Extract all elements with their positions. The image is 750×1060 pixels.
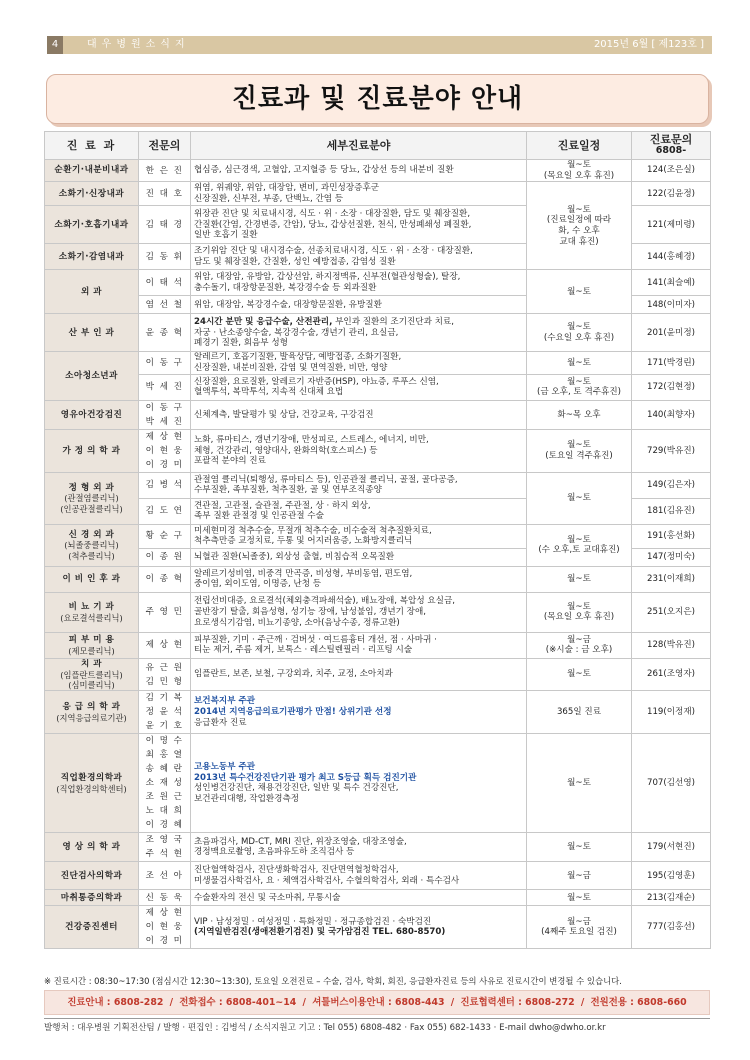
doctor-name: 염 선 철 (145, 299, 184, 310)
area-text (194, 272, 460, 293)
schedule-cell: 월~토 (진료일정에 따라 화, 수 오후 교대 휴진) (527, 182, 632, 270)
doctor-cell (139, 524, 191, 548)
contact-cell: 121(제미령) (632, 206, 711, 244)
dept-cell (45, 352, 139, 400)
schedule-cell: 월~토 (527, 890, 632, 906)
doctor-name: 이 경 혜 (145, 820, 184, 831)
dept-name: 외 과 (80, 286, 103, 297)
dept-cell (45, 400, 139, 429)
dept-subtitle: (관절염클리닉) (64, 493, 119, 504)
dept-cell (45, 862, 139, 890)
doctor-cell (139, 890, 191, 906)
area-desc: 위암, 대장암, 복강경수술, 대장항문질환, 유방질환 (194, 299, 382, 310)
table-row (45, 374, 711, 400)
contact-transfer: 전원전용 : 6808-660 (590, 997, 687, 1008)
doctor-cell (139, 548, 191, 566)
dept-name: 건강증진센터 (65, 922, 118, 933)
contact-cell: 141(최슬예) (632, 270, 711, 296)
hours-footnote: ※ 진료시간 : 08:30~17:30 (점심시간 12:30~13:30), 토요일 오전진료 – 수술, 검사, 학회, 회진, 응급환자진료 등의 사유로 진료시간이 변경될 수 있습니다. (44, 976, 622, 986)
area-cell (191, 906, 527, 949)
contact-cell: 122(김윤정) (632, 182, 711, 206)
table-header-row (45, 132, 711, 160)
area-desc: 위염, 위궤양, 위암, 대장암, 변비, 과민성장증후군 신장질환, 신부전, 부종, 단백뇨, 간염 등 (194, 183, 380, 204)
doctor-cell (139, 691, 191, 734)
dept-name: 피 부 미 용 (68, 634, 115, 645)
doctor-name: 한 은 진 (145, 165, 184, 176)
schedule-cell: 월~토 (토요일 격주휴진) (527, 429, 632, 472)
col-schedule: 진료일정 (527, 132, 632, 160)
area-cell (191, 270, 527, 296)
contact-cell: 171(박경린) (632, 352, 711, 374)
area-text (194, 410, 374, 420)
dept-cell (45, 524, 139, 566)
schedule-cell: 월~토 (527, 833, 632, 862)
area-desc: 위장관 진단 및 치료내시경, 식도 · 위 · 소장 · 대장질환, 담도 및 췌장질환, 간질환(간염, 간경변증, 간암), 당뇨, 갑상선질환, 천식, 만성폐쇄성 폐질환, 일반 호흡기 질환 (194, 208, 472, 241)
dept-cell (45, 592, 139, 632)
table-row (45, 691, 711, 734)
dept-name: 이 비 인 후 과 (62, 574, 121, 585)
doctor-cell (139, 498, 191, 524)
table-row (45, 833, 711, 862)
area-text (194, 317, 454, 348)
doctor-name: 조 원 근 (145, 792, 184, 803)
area-text (194, 435, 429, 466)
doctor-cell (139, 429, 191, 472)
area-highlight: 24시간 분만 및 응급수술, 산전관리, (194, 316, 333, 327)
col-doctor: 전문의 (139, 132, 191, 160)
table-row (45, 592, 711, 632)
area-desc: 초음파검사, MD-CT, MRI 진단, 위장조영술, 대장조영술, 경정맥요로촬영, 초음파유도하 조직검사 등 (194, 836, 407, 858)
issue-info: 2015년 6월 [ 제123호 ] (593, 39, 704, 50)
area-text (194, 596, 455, 627)
area-cell (191, 548, 527, 566)
contact-cell: 729(박유진) (632, 429, 711, 472)
area-text (194, 183, 379, 204)
contact-cell: 191(홍선화) (632, 524, 711, 548)
dept-name: 영유아건강검진 (60, 409, 123, 420)
dept-name: 가 정 의 학 과 (62, 445, 121, 456)
doctor-cell (139, 833, 191, 862)
doctor-cell (139, 400, 191, 429)
dept-subtitle: (지역응급의료기관) (56, 712, 127, 723)
area-text (194, 837, 407, 858)
schedule-cell: 월~토 (수요일 오후 휴진) (527, 314, 632, 352)
area-desc: 위암, 대장암, 유방암, 갑상선암, 하지정맥류, 신부전(혈관성형술), 탈장, 충수돌기, 대장항문질환, 복강경수술 등 외과질환 (194, 272, 461, 293)
dept-subtitle: (뇌졸중클리닉) (64, 540, 119, 551)
area-cell (191, 498, 527, 524)
area-desc: 전립선비대증, 요로결석(체외충격파쇄석술), 배뇨장애, 복압성 요실금, 골반장기 탈출, 회음성형, 성기능 장애, 남성불임, 갱년기 장애, 요로생식기감염, 비뇨기종양, 소아(음낭수종, 정류고환) (194, 596, 456, 628)
schedule-cell: 365일 진료 (527, 691, 632, 734)
doctor-name: 윤 종 혁 (145, 327, 184, 338)
col-dept: 진 료 과 (45, 132, 139, 160)
table-row (45, 734, 711, 833)
doctor-name: 박 세 진 (145, 382, 184, 393)
area-cell (191, 160, 527, 182)
col-area: 세부진료분야 (191, 132, 527, 160)
doctor-cell (139, 160, 191, 182)
area-text (194, 635, 437, 656)
department-table (44, 131, 711, 949)
doctor-cell (139, 314, 191, 352)
col-contact-prefix: 6808- (655, 145, 687, 157)
area-desc: 협심증, 심근경색, 고혈압, 고지혈증 등 당뇨, 갑상선 등의 내분비 질환 (194, 165, 454, 176)
area-desc: 조기위암 진단 및 내시경수술, 선종치료내시경, 식도 · 위 · 소장 · 대장질환, 담도 및 췌장질환, 간질환, 성인 예방접종, 감염성 질환 (194, 246, 473, 267)
schedule-cell: 월~토 (527, 566, 632, 592)
header-bar (47, 36, 712, 54)
contact-cell: 119(이정재) (632, 691, 711, 734)
dept-cell (45, 206, 139, 244)
doctor-name: 이 종 원 (145, 552, 184, 563)
area-desc: 부인과 질환의 조기진단과 치료, 자궁 · 난소종양수술, 복강경수술, 갱년기 관리, 요실금, 폐경기 질환, 회음부 성형 (194, 316, 454, 349)
doctor-name: 조 영 국 (145, 835, 184, 846)
dept-cell (45, 566, 139, 592)
area-cell (191, 244, 527, 270)
area-cell (191, 524, 527, 548)
area-desc: 알레르기, 호흡기질환, 발육상담, 예방접종, 소화기질환, 신장질환, 내분비질환, 감염 및 면역질환, 비만, 영양 (194, 352, 402, 374)
schedule-cell: 월~토 (527, 658, 632, 690)
dept-subtitle: (요로결석클리닉) (60, 612, 123, 623)
doctor-name: 이 종 혁 (145, 574, 184, 585)
contact-cell: 128(박유진) (632, 632, 711, 658)
doctor-name: 제 상 현 (145, 908, 184, 919)
area-text (194, 300, 382, 310)
table-row (45, 270, 711, 296)
doctor-cell (139, 352, 191, 374)
area-desc: 피부질환, 기미 · 주근깨 · 검버섯 · 여드름흉터 개선, 점 · 사마귀 · 티눈 제거, 주름 제거, 보톡스 · 레스틸렌필러 · 리프팅 시술 (194, 634, 437, 656)
area-text (194, 552, 394, 562)
table-row (45, 472, 711, 498)
table-row (45, 632, 711, 658)
dept-subtitle: (임플란트클리닉) (60, 669, 123, 680)
area-cell (191, 429, 527, 472)
dept-name: 산 부 인 과 (68, 327, 115, 338)
area-text (194, 475, 458, 496)
dept-name: 영 상 의 학 과 (62, 842, 121, 853)
area-text (194, 526, 432, 547)
dept-cell (45, 833, 139, 862)
area-text (194, 917, 523, 938)
doctor-name: 송 혜 란 (145, 764, 184, 775)
doctor-name: 이 현 웅 (145, 445, 184, 456)
table-row (45, 400, 711, 429)
doctor-cell (139, 472, 191, 498)
contact-phone: 전화접수 : 6808-401~14 (179, 997, 297, 1008)
dept-subtitle: (인공관절클리닉) (60, 503, 123, 514)
contact-cell: 140(최향자) (632, 400, 711, 429)
doctor-cell (139, 592, 191, 632)
contact-cell: 201(윤미정) (632, 314, 711, 352)
dept-cell (45, 182, 139, 206)
schedule-cell: 월~토 (527, 472, 632, 524)
dept-name: 소화기·감염내과 (58, 251, 125, 262)
area-desc: VIP · 남성정밀 · 여성정밀 · 특화정밀 · 정규종합검진 · 숙박검진 (194, 916, 432, 927)
dept-cell (45, 160, 139, 182)
doctor-name: 김 동 휘 (145, 251, 184, 262)
area-cell (191, 566, 527, 592)
area-desc: 신장질환, 요로질환, 알레르기 자반증(HSP), 야뇨증, 루푸스 신염, 혈액투석, 복막투석, 지속적 신대체 요법 (194, 376, 439, 398)
dept-cell (45, 244, 139, 270)
col-contact (632, 132, 711, 160)
page-number: 4 (47, 36, 63, 54)
contact-cell: 195(김영훈) (632, 862, 711, 890)
contact-cell: 148(이미자) (632, 296, 711, 314)
contact-shuttle: 셔틀버스이용안내 : 6808-443 (312, 997, 445, 1008)
doctor-name: 이 동 구 (145, 358, 184, 369)
dept-cell (45, 658, 139, 690)
area-desc: 임플란트, 보존, 보철, 구강외과, 치주, 교정, 소아치과 (194, 669, 393, 680)
schedule-cell: 월~토 (금 오후, 토 격주휴진) (527, 374, 632, 400)
dept-name: 신 경 외 과 (68, 529, 115, 540)
schedule-cell: 월~토 (수 오후,토 교대휴진) (527, 524, 632, 566)
doctor-cell (139, 206, 191, 244)
table-row (45, 658, 711, 690)
dept-name: 진단검사의학과 (60, 870, 123, 881)
dept-name: 비 뇨 기 과 (68, 601, 115, 612)
area-cell (191, 314, 527, 352)
contact-bar: 진료안내 : 6808-282 / 전화접수 : 6808-401~14 / 셔틀버스이용안내 : 6808-443 / 진료협력센터 : 6808-272 / 전원전용 : 6808-660 (44, 990, 710, 1015)
area-text (194, 209, 471, 240)
doctor-cell (139, 374, 191, 400)
area-text (194, 501, 371, 522)
doctor-name: 유 근 원 (145, 662, 184, 673)
doctor-name: 김 민 형 (145, 676, 184, 687)
area-desc: 진단혈액학검사, 진단생화학검사, 진단면역혈청학검사, 미생물검사학검사, 요 · 체액검사학검사, 수혈의학검사, 외래 · 특수검사 (194, 865, 460, 886)
contact-info: 진료안내 : 6808-282 (67, 997, 164, 1008)
dept-cell (45, 270, 139, 314)
area-desc: 미세현미경 척추수술, 무절개 척추수술, 비수술적 척추질환치료, 척추측만증 교정치료, 두통 및 어지러움증, 노화방지클리닉 (194, 525, 432, 547)
dept-subtitle: (심미클리닉) (68, 680, 115, 691)
dept-cell (45, 314, 139, 352)
table-row (45, 906, 711, 949)
table-row (45, 524, 711, 548)
area-desc: 관절염 클리닉(퇴행성, 류마티스 등), 인공관절 클리닉, 골절, 골다공증, 수부질환, 족부질환, 척추질환, 골 및 연부조직종양 (194, 474, 458, 496)
contact-cell: 124(조은실) (632, 160, 711, 182)
dept-name: 정 형 외 과 (68, 482, 115, 493)
doctor-cell (139, 182, 191, 206)
doctor-name: 김 태 경 (145, 219, 184, 230)
table-row (45, 890, 711, 906)
doctor-name: 박 세 진 (145, 416, 184, 427)
area-text (194, 246, 473, 267)
dept-cell (45, 906, 139, 949)
area-text (194, 377, 439, 398)
schedule-cell: 월~토 (527, 734, 632, 833)
dept-name: 직업환경의학과 (60, 772, 123, 783)
contact-cell: 149(김은자) (632, 472, 711, 498)
page-title-box (46, 74, 709, 124)
area-highlight: (지역일반검진(생애전환기검진) 및 국가암검진 TEL. 680-8570) (194, 927, 446, 938)
dept-name: 순환기·내분비내과 (54, 165, 129, 176)
dept-name: 소화기·호흡기내과 (54, 219, 129, 230)
dept-cell (45, 890, 139, 906)
doctor-name: 황 순 구 (145, 531, 184, 542)
doctor-cell (139, 244, 191, 270)
dept-name: 치 과 (80, 658, 103, 669)
contact-cell: 147(정미숙) (632, 548, 711, 566)
contact-cell: 181(김유진) (632, 498, 711, 524)
area-desc: 성인병건강진단, 채용건강진단, 일반 및 특수 건강진단, 보건관리대행, 작업환경측정 (194, 783, 399, 805)
doctor-name: 이 태 석 (145, 277, 184, 288)
schedule-cell: 월~금 (※시술 : 금 오후) (527, 632, 632, 658)
area-cell (191, 658, 527, 690)
award-highlight: 보건복지부 주관 2014년 지역응급의료기관평가 만점! 상위기관 선정 (194, 696, 392, 718)
dept-subtitle: (제모클리닉) (68, 645, 115, 656)
table-row (45, 566, 711, 592)
area-cell (191, 592, 527, 632)
area-cell (191, 833, 527, 862)
doctor-name: 주 영 민 (145, 607, 184, 618)
contact-cell: 707(김선영) (632, 734, 711, 833)
doctor-name: 김 도 연 (145, 506, 184, 517)
area-text (194, 569, 412, 590)
doctor-name: 이 현 웅 (145, 922, 184, 933)
contact-cell: 179(서현진) (632, 833, 711, 862)
contact-cell: 261(조영자) (632, 658, 711, 690)
contact-cell: 213(김재순) (632, 890, 711, 906)
newsletter-name: 대우병원소식지 (87, 39, 190, 50)
schedule-cell: 월~토 (목요일 오후 휴진) (527, 160, 632, 182)
area-text (194, 718, 247, 728)
doctor-name: 최 홍 열 (145, 750, 184, 761)
doctor-name: 주 석 현 (145, 849, 184, 860)
dept-cell (45, 632, 139, 658)
dept-cell (45, 691, 139, 734)
table-row (45, 160, 711, 182)
doctor-cell (139, 906, 191, 949)
table-row (45, 429, 711, 472)
contact-cell: 251(오지은) (632, 592, 711, 632)
area-desc: 노화, 류마티스, 갱년기장애, 만성피로, 스트레스, 에너지, 비만, 체형, 건강관리, 영양대사, 완화의학(호스피스) 등 포괄적 분야의 진료 (194, 434, 429, 467)
area-desc: 뇌혈관 질환(뇌졸중), 외상성 출혈, 비침습적 오목질환 (194, 552, 395, 563)
dept-cell (45, 472, 139, 524)
page-title: 진료과 및 진료분야 안내 (231, 84, 524, 114)
doctor-name: 김 기 복 (145, 693, 184, 704)
dept-cell (45, 429, 139, 472)
area-text (194, 865, 459, 886)
table-row (45, 182, 711, 206)
contact-cell: 231(이재희) (632, 566, 711, 592)
area-cell (191, 352, 527, 374)
doctor-name: 신 동 욱 (145, 892, 184, 903)
area-cell (191, 296, 527, 314)
area-text (194, 783, 399, 804)
doctor-cell (139, 296, 191, 314)
publisher-info: 발행처 : 대우병원 기획전산팀 / 발행 · 편집인 : 김병석 / 소식지원고 기고 : Tel 055) 6808-482 · Fax 055) 682-1433 · E-mail dwho@dwho.or.kr (44, 1018, 710, 1033)
doctor-name: 이 경 미 (145, 936, 184, 947)
contact-cell: 172(김현정) (632, 374, 711, 400)
award-highlight: 고용노동부 주관 2013년 특수건강진단기관 평가 최고 S등급 획득 검진기관 (194, 761, 417, 783)
schedule-cell: 월~토 (527, 270, 632, 314)
schedule-cell: 월~금 (4째주 토요일 검진) (527, 906, 632, 949)
dept-subtitle: (직업환경의학센터) (56, 783, 127, 794)
area-cell (191, 206, 527, 244)
doctor-name: 제 상 현 (145, 431, 184, 442)
area-cell (191, 374, 527, 400)
area-desc: 수술환자의 전신 및 국소마취, 무통시술 (194, 892, 341, 903)
dept-name: 소화기·신장내과 (58, 188, 125, 199)
doctor-cell (139, 270, 191, 296)
contact-cell: 777(김홍선) (632, 906, 711, 949)
doctor-name: 진 대 호 (145, 188, 184, 199)
table-row (45, 352, 711, 374)
doctor-name: 정 윤 석 (145, 707, 184, 718)
doctor-name: 조 선 아 (145, 870, 184, 881)
doctor-cell (139, 734, 191, 833)
area-cell (191, 472, 527, 498)
schedule-cell: 화~목 오후 (527, 400, 632, 429)
schedule-cell: 월~금 (527, 862, 632, 890)
doctor-cell (139, 658, 191, 690)
contact-cooperation: 진료협력센터 : 6808-272 (460, 997, 575, 1008)
dept-name: 응 급 의 학 과 (62, 701, 121, 712)
area-text (194, 669, 393, 679)
col-contact-label: 진료문의 (649, 133, 693, 147)
area-desc: 알레르기성비염, 비중격 만곡증, 비성형, 부비동염, 편도염, 중이염, 외이도염, 이명증, 난청 등 (194, 568, 413, 590)
doctor-name: 노 대 희 (145, 806, 184, 817)
area-text (194, 352, 401, 373)
dept-subtitle: (척추클리닉) (68, 550, 115, 561)
area-cell (191, 632, 527, 658)
doctor-name: 이 명 수 (145, 736, 184, 747)
dept-cell (45, 734, 139, 833)
area-cell (191, 734, 527, 833)
schedule-cell: 월~토 (527, 352, 632, 374)
area-desc: 견관절, 고관절, 슬관절, 주관절, 상 · 하지 외상, 족부 질환 관절경 및 인공관절 수술 (194, 500, 371, 522)
area-desc: 신체계측, 발달평가 및 상담, 건강교육, 구강검진 (194, 409, 374, 420)
doctor-cell (139, 632, 191, 658)
doctor-name: 김 병 석 (145, 480, 184, 491)
doctor-cell (139, 862, 191, 890)
table-row (45, 314, 711, 352)
dept-name: 소아청소년과 (65, 370, 118, 381)
area-desc: 응급환자 진료 (194, 717, 247, 728)
dept-name: 마취통증의학과 (60, 892, 123, 903)
area-cell (191, 691, 527, 734)
area-cell (191, 400, 527, 429)
area-text (194, 165, 454, 175)
doctor-cell (139, 566, 191, 592)
area-cell (191, 182, 527, 206)
doctor-name: 이 경 미 (145, 459, 184, 470)
schedule-cell: 월~토 (목요일 오후 휴진) (527, 592, 632, 632)
area-cell (191, 862, 527, 890)
area-text (194, 893, 340, 903)
table-row (45, 862, 711, 890)
doctor-name: 제 상 현 (145, 640, 184, 651)
contact-cell: 144(홍혜경) (632, 244, 711, 270)
doctor-name: 소 재 성 (145, 778, 184, 789)
doctor-name: 윤 기 호 (145, 721, 184, 732)
area-cell (191, 890, 527, 906)
doctor-name: 이 동 구 (145, 402, 184, 413)
